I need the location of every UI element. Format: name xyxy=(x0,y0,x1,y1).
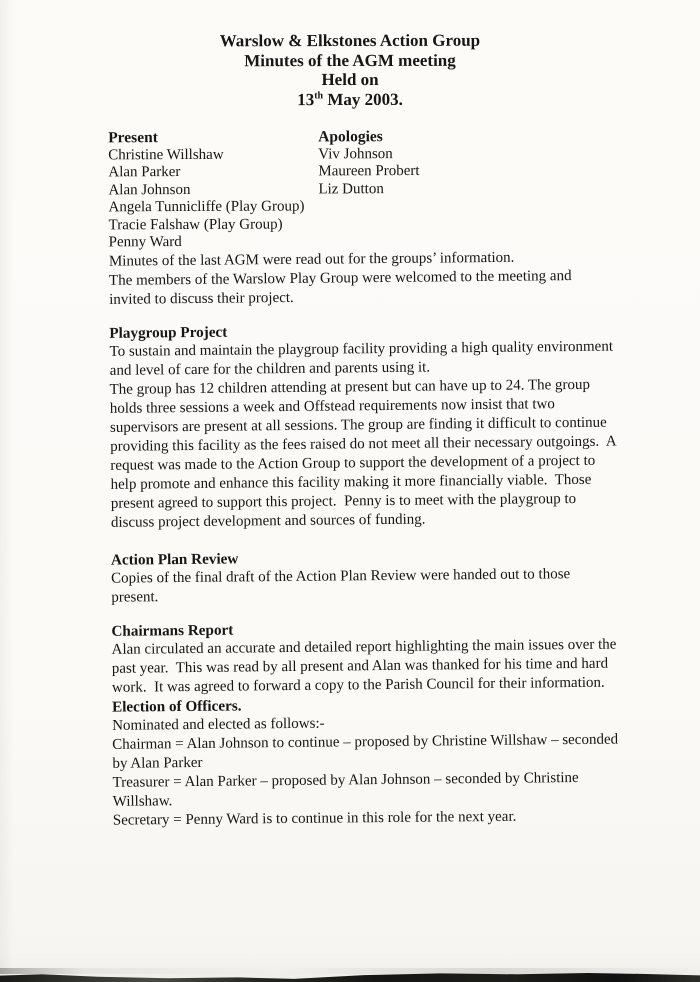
present-name: Christine Willshaw xyxy=(108,146,224,164)
heading-election-of-officers: Election of Officers. xyxy=(111,697,242,717)
paragraph-chairmans-report: Alan circulated an accurate and detailed report highlighting the main issues over the past year. This was read by all present and Alan was thanked for his time and hard work. It was agreed to forward a copy to the Parish Council for their information. xyxy=(111,637,617,697)
paragraph-last-agm-minutes: Minutes of the last AGM were read out for the groups’ information. xyxy=(108,250,515,271)
present-name: Tracie Falshaw (Play Group) xyxy=(108,216,283,233)
present-name: Penny Ward xyxy=(108,234,182,251)
title-line-date xyxy=(0,89,700,110)
present-name: Angela Tunnicliffe (Play Group) xyxy=(108,198,305,216)
paragraph-nominated: Nominated and elected as follows:- xyxy=(112,716,325,735)
section-action-plan-review xyxy=(111,546,618,608)
attendance-section xyxy=(108,127,615,252)
heading-action-plan-review: Action Plan Review xyxy=(110,550,239,570)
section-playgroup-project xyxy=(109,319,616,381)
paragraph-chairman-election: Chairman = Alan Johnson to continue – proposed by Christine Willshaw – seconded by Alan Parker xyxy=(112,732,619,773)
apologies-list xyxy=(318,145,614,199)
present-heading: Present xyxy=(108,129,158,147)
title-line-minutes: Minutes of the AGM meeting xyxy=(244,50,456,70)
apology-name: Liz Dutton xyxy=(318,180,384,198)
scan-shadow-artifact xyxy=(0,968,700,974)
paragraph-playgroup-aim: To sustain and maintain the playgroup facility providing a high quality environment and level of care for the children and parents using it. xyxy=(109,339,614,380)
paragraph-playgroup-welcome: The members of the Warslow Play Group were welcomed to the meeting and invited to discuss their project. xyxy=(108,268,572,309)
paragraph-secretary-election: Secretary = Penny Ward is to continue in this role for the next year. xyxy=(112,809,517,830)
present-name: Alan Parker xyxy=(108,164,181,181)
apology-name: Viv Johnson xyxy=(318,146,393,163)
date-day: 13 xyxy=(297,89,315,109)
document-title xyxy=(0,30,700,109)
document-body xyxy=(108,126,619,830)
heading-chairmans-report: Chairmans Report xyxy=(111,622,234,641)
paragraph-playgroup-detail: The group has 12 children attending at present but can have up to 24. The group holds three sessions a week and Offstead requirements now insist that two supervisors are present at all sessions. The group are finding it difficult to continue providing this facility as the fees raised do not meet all their necessary outgoings. A request was made to the Action Group to support the development of a project to help promote and enhance this facility making it more financially viable. Those present agreed to support this project. Penny is to meet with the playgroup to discuss project development and sources of funding. xyxy=(109,377,616,532)
apology-name: Maureen Probert xyxy=(318,163,420,180)
present-name: Alan Johnson xyxy=(108,181,191,199)
apologies-heading: Apologies xyxy=(318,128,383,146)
date-rest: May 2003. xyxy=(323,89,403,109)
paragraph-action-plan-review: Copies of the final draft of the Action Plan Review were handed out to those present. xyxy=(111,566,571,607)
paragraph-treasurer-election: Treasurer = Alan Parker – proposed by Alan Johnson – seconded by Christine Willshaw. xyxy=(112,770,579,811)
section-chairmans-report xyxy=(111,617,618,698)
apologies-column xyxy=(318,127,615,251)
title-line-heldon: Held on xyxy=(321,69,379,90)
present-list xyxy=(108,146,318,251)
present-column xyxy=(108,128,319,251)
title-line-org: Warslow & Elkstones Action Group xyxy=(219,30,481,51)
heading-playgroup-project: Playgroup Project xyxy=(109,324,228,343)
date-ordinal-suffix: th xyxy=(314,89,324,101)
